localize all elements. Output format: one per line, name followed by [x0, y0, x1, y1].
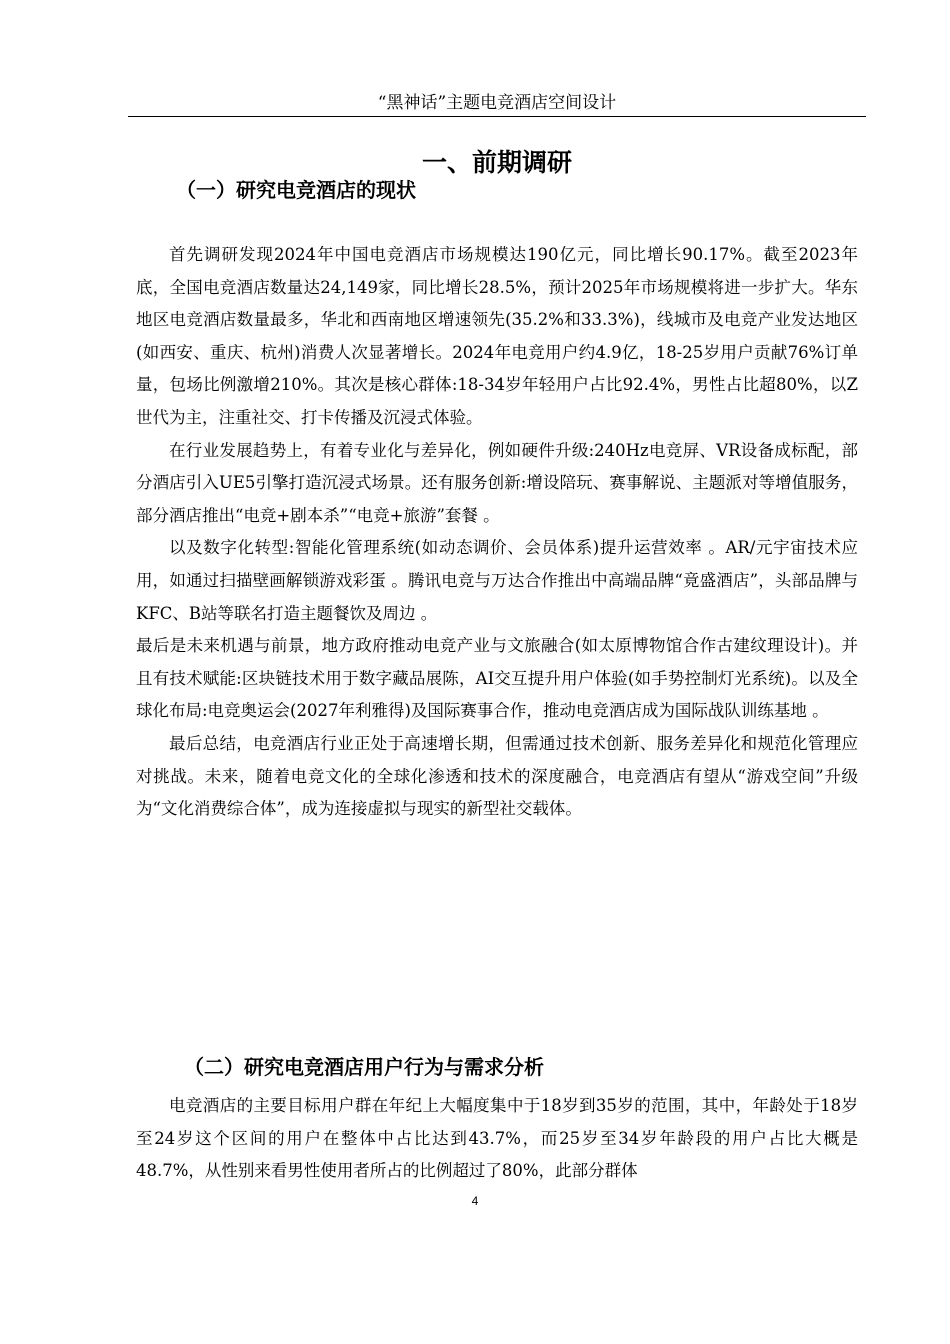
- section-body-current-status: [136, 239, 858, 826]
- section-title-current-status: （一）研究电竞酒店的现状: [176, 178, 416, 202]
- chapter-title: 一、前期调研: [421, 148, 572, 177]
- paragraph-digital-transformation: 以及数字化转型:智能化管理系统(如动态调价、会员体系)提升运营效率 。AR/元宇宙技术应用，如通过扫描壁画解锁游戏彩蛋 。腾讯电竞与万达合作推出中高端品牌“竟盛酒店”，头部品牌与KFC、B站等联名打造主题餐饮及周边 。: [136, 538, 858, 623]
- section-title-user-behavior: （二）研究电竞酒店用户行为与需求分析: [184, 1055, 544, 1079]
- paragraph-industry-trends: 在行业发展趋势上，有着专业化与差异化，例如硬件升级:240Hz电竞屏、VR设备成标配，部分酒店引入UE5引擎打造沉浸式场景。还有服务创新:增设陪玩、赛事解说、主题派对等增值服务，部分酒店推出“电竞+剧本杀”“电竞+旅游”套餐 。: [136, 440, 858, 525]
- paragraph-target-users: 电竞酒店的主要目标用户群在年纪上大幅度集中于18岁到35岁的范围，其中，年龄处于18岁至24岁这个区间的用户在整体中占比达到43.7%，而25岁至34岁年龄段的用户占比大概是48.7%，从性别来看男性使用者所占的比例超过了80%，此部分群体: [136, 1096, 858, 1181]
- header-rule: [128, 116, 866, 117]
- paragraph-market-survey: 首先调研发现2024年中国电竞酒店市场规模达190亿元，同比增长90.17%。截至2023年底，全国电竞酒店数量达24,149家，同比增长28.5%，预计2025年市场规模将进一步扩大。华东地区电竞酒店数量最多，华北和西南地区增速领先(35.2%和33.3%)，线城市及电竞产业发达地区(如西安、重庆、杭州)消费人次显著增长。2024年电竞用户约4.9亿，18-25岁用户贡献76%订单量，包场比例激增210%。其次是核心群体:18-34岁年轻用户占比92.4%，男性占比超80%，以Z世代为主，注重社交、打卡传播及沉浸式体验。: [136, 245, 858, 427]
- page-number: 4: [471, 1194, 479, 1208]
- paragraph-future-opportunities: 最后是未来机遇与前景，地方政府推动电竞产业与文旅融合(如太原博物馆合作古建纹理设计)。并且有技术赋能:区块链技术用于数字藏品展陈，AI交互提升用户体验(如手势控制灯光系统)。以及全球化布局:电竞奥运会(2027年利雅得)及国际赛事合作，推动电竞酒店成为国际战队训练基地 。: [136, 636, 858, 721]
- paragraph-summary: 最后总结，电竞酒店行业正处于高速增长期，但需通过技术创新、服务差异化和规范化管理应对挑战。未来，随着电竞文化的全球化渗透和技术的深度融合，电竞酒店有望从“游戏空间”升级为“文化消费综合体”，成为连接虚拟与现实的新型社交载体。: [136, 733, 858, 819]
- running-header-title: “黑神话”主题电竞酒店空间设计: [377, 93, 617, 113]
- section-body-user-behavior: [136, 1090, 858, 1188]
